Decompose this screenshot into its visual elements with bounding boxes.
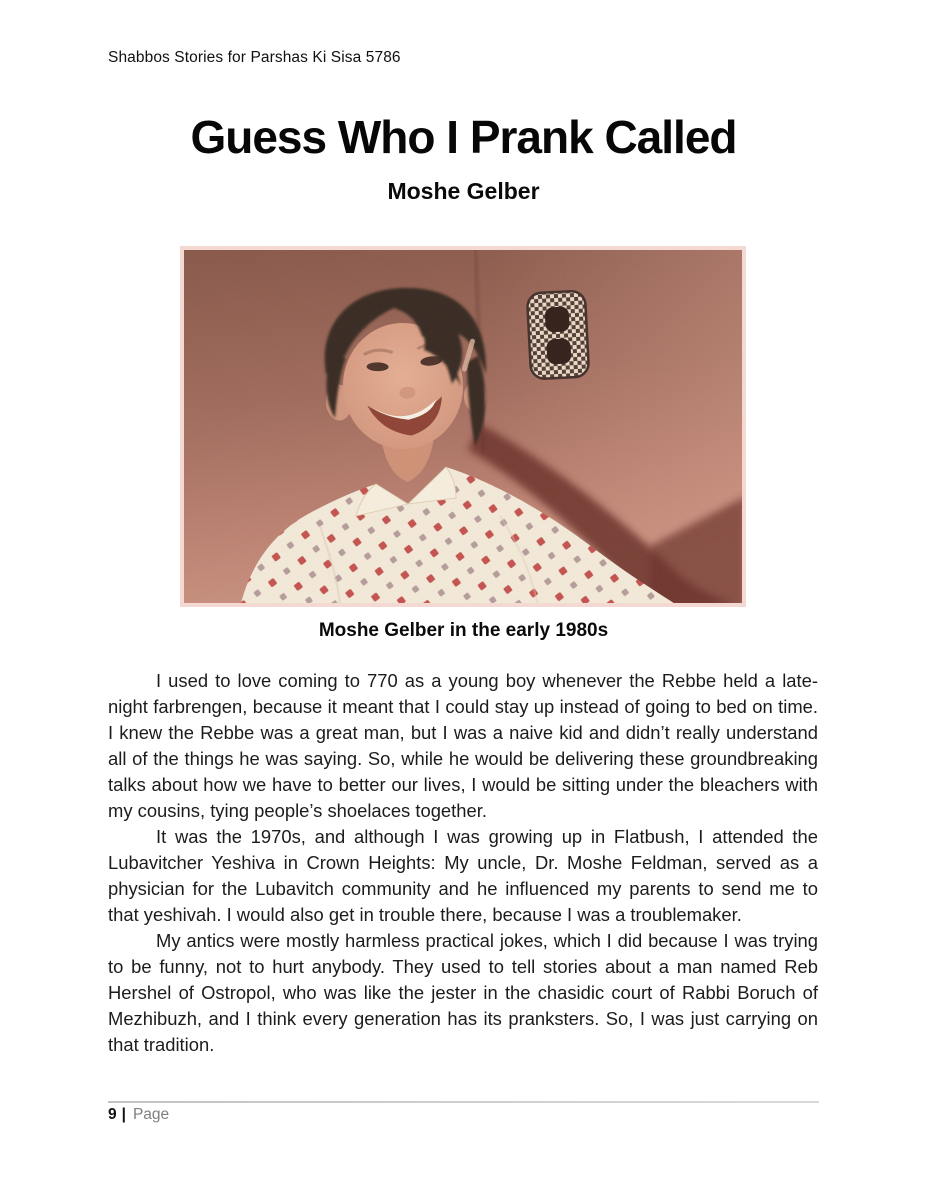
- photo-figure: [180, 246, 746, 607]
- photo-caption: Moshe Gelber in the early 1980s: [318, 620, 609, 641]
- page-number: 9: [108, 1106, 117, 1123]
- byline-subtitle: Moshe Gelber: [387, 178, 540, 204]
- body-paragraph-3: My antics were mostly harmless practical jokes, which I did because I was trying to be funny, not to hurt anybody. They used to tell stories about a man named Reb Hershel of Ostropol, who was like the jester in the chasidic court of Rabbi Boruch of Mezhibuzh, and I think every generation has its pranksters. So, I was just carrying on that tradition.: [108, 930, 818, 1055]
- document-header: [108, 49, 401, 67]
- photo-moshe-gelber-child: [180, 246, 746, 607]
- header-text: Shabbos Stories for Parshas Ki Sisa 5786: [108, 49, 401, 66]
- page-footer: [108, 1106, 169, 1124]
- body-paragraph-2: It was the 1970s, and although I was growing up in Flatbush, I attended the Lubavitcher Yeshiva in Crown Heights: My uncle, Dr. Moshe Feldman, served as a physician for the Lubavitch community and he influenced my parents to send me to that yeshivah. I would also get in trouble there, because I was a troublemaker.: [108, 826, 818, 925]
- page-title: Guess Who I Prank Called: [190, 111, 737, 163]
- photo-illustration: [180, 246, 746, 607]
- footer-separator: |: [121, 1106, 126, 1123]
- footer-divider: [108, 1101, 819, 1103]
- footer-label: Page: [132, 1106, 170, 1123]
- story-body: [108, 668, 818, 1058]
- body-paragraph-1: I used to love coming to 770 as a young boy whenever the Rebbe held a late-night farbrengen, because it meant that I could stay up instead of going to bed on time. I knew the Rebbe was a great man, but I was a naive kid and didn’t really understand all of the things he was saying. So, while he would be delivering these groundbreaking talks about how we have to better our lives, I would be sitting under the bleachers with my cousins, tying people’s shoelaces together.: [108, 670, 818, 821]
